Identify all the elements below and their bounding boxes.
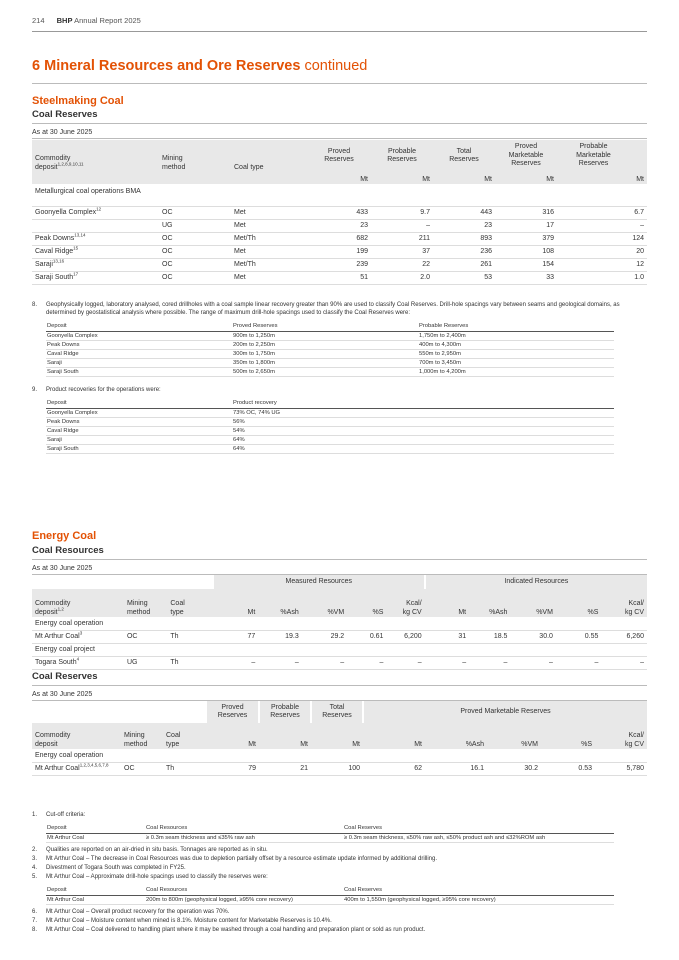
product-recovery-table: Deposit Product recovery Goonyella Complex 73% OC, 74% UG Peak Downs 56% Caval Ridge 54% Saraji 64% Saraji South 64% [46, 399, 614, 454]
header-rule [32, 31, 647, 32]
title-rule [32, 83, 647, 84]
table-row: Goonyella Complex$^{12}$ OC Met 433 9.7 443 316 6.7 [32, 206, 647, 219]
footnote: 8. Mt Arthur Coal – Coal delivered to handling plant where it may be washed through a coal handling and preparation plant or sold as run product. [32, 927, 426, 933]
footnote: 9. Product recoveries for the operations were: [32, 387, 161, 393]
page-number: 214 [32, 16, 45, 25]
table-row: Goonyella Complex 900m to 1,250m 1,750m to 2,400m [46, 331, 614, 340]
table-unit-row: Mt Mt Mt Mt Mt [32, 172, 647, 184]
table-row: Saraji 350m to 1,800m 700m to 3,450m [46, 358, 614, 367]
table-row: Caval Ridge$^{15}$ OC Met 199 37 236 108 20 [32, 245, 647, 258]
title-continued: continued [304, 58, 368, 74]
steel-as-at: As at 30 June 2025 [32, 129, 93, 136]
footnote: 4. Divestment of Togara South was completed in FY25. [32, 865, 186, 871]
rule [32, 559, 647, 560]
table-row: Saraji$^{13,16}$ OC Met/Th 239 22 261 154 12 [32, 258, 647, 271]
group-row: Energy coal project [32, 643, 647, 656]
table-row: Mt Arthur Coal ≥ 0.3m seam thickness and ≤35% raw ash ≥ 0.3m seam thickness, ≤50% raw ash, ≤50% product ash and ≤32%ROM ash [46, 833, 614, 842]
table-row: Caval Ridge 54% [46, 426, 614, 435]
table-row: Mt Arthur Coal 200m to 800m (geophysical logged, ≥95% core recovery) 400m to 1,550m (geophysical logged, ≥95% core recovery) [46, 895, 614, 904]
group-row: Metallurgical coal operations BMA [32, 184, 647, 206]
drillhole-spacing-table: Deposit Proved Reserves Probable Reserves Goonyella Complex 900m to 1,250m 1,750m to 2,400m Peak Downs 200m to 2,250m 400m to 4,300m Caval Ridge 300m to 1,750m 550m to 2,950m Saraji 350m to 1,800m 700m to 3,450m Saraji South 500m to 2,650m 1,000m to 4,200m [46, 322, 614, 377]
table-row: Peak Downs 200m to 2,250m 400m to 4,300m [46, 340, 614, 349]
table-row: UG Met 23 – 23 17 – [32, 219, 647, 232]
table-row: Saraji 64% [46, 435, 614, 444]
steel-reserves-table [32, 140, 647, 285]
title-main: Mineral Resources and Ore Reserves [44, 58, 301, 74]
table-row: Saraji South 500m to 2,650m 1,000m to 4,200m [46, 367, 614, 376]
table-header-row: Commodity deposit Mining method Coal type Mt Mt Mt Mt %Ash %VM %S Kcal/ kg CV [32, 723, 647, 749]
page-header [32, 16, 141, 25]
page-title [32, 58, 367, 74]
energy-section-heading: Energy Coal [32, 530, 97, 542]
footnote: 7. Mt Arthur Coal – Moisture content when mined is 8.1%. Moisture content for Marketable Reserves is 10.4%. [32, 918, 332, 924]
footnote: 3. Mt Arthur Coal – The decrease in Coal Resources was due to depletion partially offset by a resource estimate update informed by additional drilling. [32, 856, 437, 862]
table-row: Saraji South$^{17}$ OC Met 51 2.0 53 33 1.0 [32, 271, 647, 284]
table-group-header: Proved Reserves Probable Reserves Total Reserves Proved Marketable Reserves [32, 701, 647, 723]
energy-resources-table [32, 575, 647, 670]
energy-reserves-as-at: As at 30 June 2025 [32, 691, 93, 698]
brand: BHP [56, 16, 73, 25]
rule [32, 685, 647, 686]
footnote: 8. Geophysically logged, laboratory analysed, cored drillholes with a coal sample linear recovery greater than 90% are used to classify Coal Reserves. Drill-hole spacings vary between seams and geological domains, as determined by geostatistical analysis where possible. The range of maximum drill-hole spacings used to classify the Coal Reserves were: [32, 302, 620, 316]
table-header-row: Commodity deposit$^{1,2}$ Mining method Coal type Mt %Ash %VM %S Kcal/ kg CV Mt %Ash %VM %S Kcal/ kg CV [32, 589, 647, 617]
table-row: Caval Ridge 300m to 1,750m 550m to 2,950m [46, 349, 614, 358]
group-row: Energy coal operation [32, 617, 647, 630]
energy-reserves-heading: Coal Reserves [32, 671, 98, 682]
steel-sub-heading: Coal Reserves [32, 109, 98, 120]
table-row: Mt Arthur Coal$^3$ OC Th 77 19.3 29.2 0.61 6,200 31 18.5 30.0 0.55 6,260 [32, 630, 647, 643]
group-row: Energy coal operation [32, 749, 647, 762]
footnote: 2. Qualities are reported on an air-dried in situ basis. Tonnages are reported as in situ. [32, 847, 268, 853]
steel-section-heading: Steelmaking Coal [32, 95, 124, 107]
energy-resources-heading: Coal Resources [32, 545, 104, 556]
energy-as-at: As at 30 June 2025 [32, 565, 93, 572]
footnote: 6. Mt Arthur Coal – Overall product recovery for the operation was 70%. [32, 909, 230, 915]
table-row: Mt Arthur Coal$^{1,2,3,4,5,6,7,8}$ OC Th 79 21 100 62 16.1 30.2 0.53 5,780 [32, 762, 647, 775]
table-header-row: Commodity deposit$^{1,2,8,9,10,11}$ Mining method Coal type Proved Reserves Probable Reserves Total Reserves Proved Marketable Reserves Probable Marketable Reserves [32, 140, 647, 172]
table-row: Peak Downs 56% [46, 417, 614, 426]
footnote: 1. Cut-off criteria: [32, 812, 86, 818]
rule [32, 123, 647, 124]
cutoff-criteria-table: Deposit Coal Resources Coal Reserves Mt Arthur Coal ≥ 0.3m seam thickness and ≤35% raw ash ≥ 0.3m seam thickness, ≤50% raw ash, ≤50% product ash and ≤32%ROM ash [46, 824, 614, 843]
table-row: Peak Downs$^{13,14}$ OC Met/Th 682 211 893 379 124 [32, 232, 647, 245]
footnote: 5. Mt Arthur Coal – Approximate drill-hole spacings used to classify the reserves were: [32, 874, 268, 880]
table-row: Goonyella Complex 73% OC, 74% UG [46, 408, 614, 417]
section-number: 6 [32, 58, 41, 74]
table-row: Togara South$^4$ UG Th – – – – – – – – – – [32, 656, 647, 669]
doc-title: Annual Report 2025 [74, 16, 141, 25]
energy-reserves-table [32, 701, 647, 776]
rule [32, 138, 647, 139]
table-group-header: Measured Resources Indicated Resources [32, 575, 647, 589]
table-row: Saraji South 64% [46, 444, 614, 453]
reserve-spacing-table: Deposit Coal Resources Coal Reserves Mt Arthur Coal 200m to 800m (geophysical logged, ≥95% core recovery) 400m to 1,550m (geophysical logged, ≥95% core recovery) [46, 886, 614, 905]
